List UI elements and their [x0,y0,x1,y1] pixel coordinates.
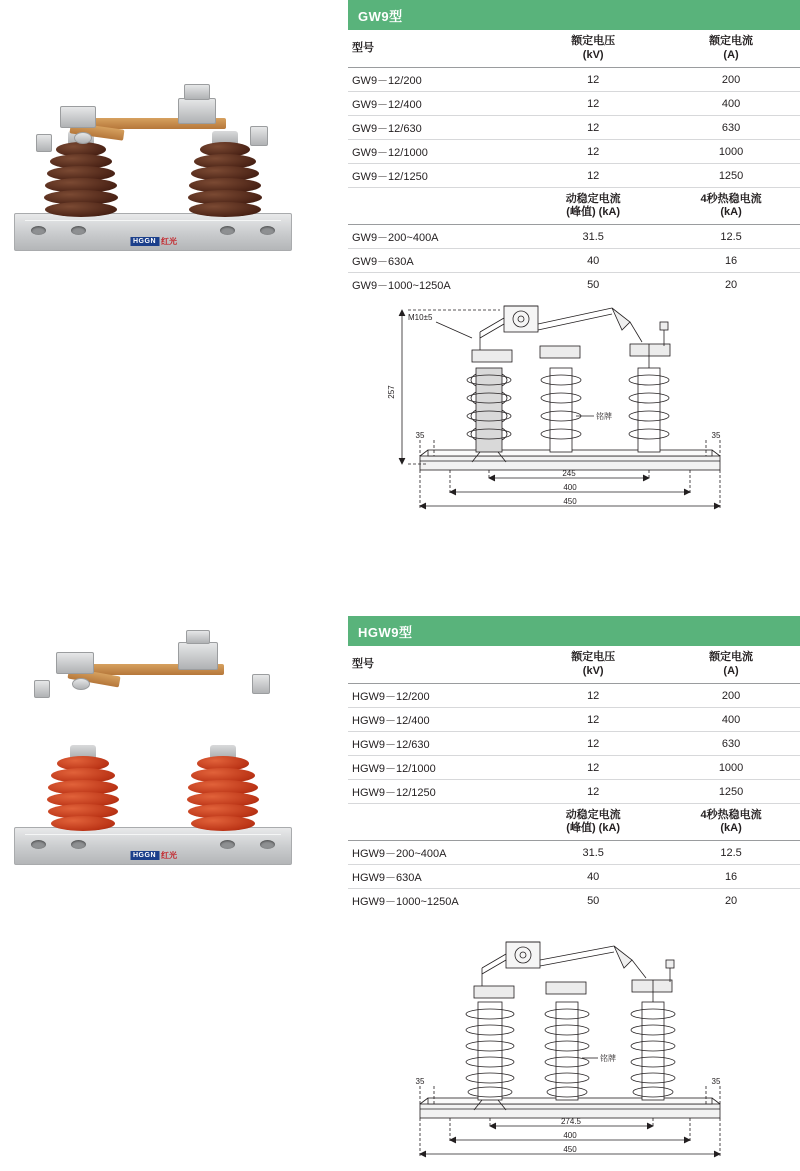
col-header-voltage: 额定电压 (kV) [524,30,662,67]
spec-table-gw9 [348,0,800,296]
table-row: GW9－12/400 12 400 [348,91,800,115]
terminal-lug-left [36,134,52,152]
dim-label-thread: M10±5 [408,313,433,322]
dim-label-outer: 450 [563,1145,577,1154]
table-row: HGW9－12/1000 12 1000 [348,755,800,779]
col-header-current: 额定电流 (A) [662,30,800,67]
table-row: HGW9－12/200 12 200 [348,683,800,707]
spec-table-hgw9 [348,616,800,912]
brand-name-cn: 红光 [161,237,177,246]
bolt-hole [31,226,46,235]
terminal-lug-right [250,126,268,146]
dim-label-edge-left: 35 [415,1077,425,1086]
dim-label-edge-right: 35 [711,431,721,440]
technical-drawing-gw9 [380,288,780,528]
pivot-bolt [72,678,90,690]
col-header-thermal-current: 4秒热稳电流 (kA) [662,803,800,841]
col-header-model: 型号 [348,646,524,683]
table-row: GW9－12/630 12 630 [348,115,800,139]
col-header-peak-current: 动稳定电流 (峰值) (kA) [524,803,662,841]
table-row: HGW9－200~400A 31.5 12.5 [348,841,800,865]
brand-mark: HGGN [130,237,159,246]
table-row: HGW9－1000~1250A 50 20 [352,895,738,908]
operating-shaft [186,630,210,644]
label-nameplate: 铭牌 [596,412,612,421]
table-row: GW9－630A 40 16 [348,249,800,273]
col-header-current: 额定电流 (A) [662,646,800,683]
bolt-hole [260,226,275,235]
table-row: GW9－200~400A 31.5 12.5 [348,225,800,249]
table-subheader-row [348,803,800,841]
contact-block-left [56,652,94,674]
table-row: HGW9－12/630 12 630 [348,731,800,755]
bolt-hole [220,226,235,235]
brand-logo [130,850,177,861]
brand-mark: HGGN [130,851,159,860]
col-header-peak-current: 动稳定电流 (峰值) (kA) [524,187,662,225]
contact-block-left [60,106,96,128]
bolt-hole [71,226,86,235]
dim-label-edge-right: 35 [711,1077,721,1086]
operating-shaft [184,84,210,100]
technical-drawing-hgw9 [380,936,780,1166]
label-nameplate: 铭牌 [600,1054,616,1063]
insulator-stack-right [186,745,260,831]
table-row: GW9－12/1250 12 1250 [348,163,800,187]
product-photo-hgw9 [6,628,301,883]
bolt-hole [71,840,86,849]
col-header-voltage: 额定电压 (kV) [524,646,662,683]
col-header-model: 型号 [348,30,524,67]
table-header-row [348,646,800,683]
dim-label-mid: 400 [563,1131,577,1140]
brand-name-cn: 红光 [161,851,177,860]
table-row: HGW9－12/1250 12 1250 [348,779,800,803]
table-row: GW9－1000~1250A 50 20 [352,279,738,292]
col-header-thermal-current: 4秒热稳电流 (kA) [662,187,800,225]
product-photo-gw9 [6,14,301,269]
pivot-bolt [74,132,92,144]
terminal-lug-right [252,674,270,694]
table-title: GW9型 [348,0,800,30]
table-row: GW9－12/200 12 200 [348,67,800,91]
terminal-lug-left [34,680,50,698]
table-row: HGW9－630A 40 16 [348,865,800,889]
bolt-hole [31,840,46,849]
dim-label-outer: 450 [563,497,577,506]
contact-block-right [178,98,216,124]
dim-label-edge-left: 35 [415,431,425,440]
contact-block-right [178,642,218,670]
table-header-row [348,30,800,67]
dim-label-inner: 274.5 [560,1117,582,1126]
table-row: GW9－12/1000 12 1000 [348,139,800,163]
bolt-hole [220,840,235,849]
dim-label-height: 257 [387,385,396,399]
brand-logo [130,236,177,247]
dim-label-inner: 245 [562,469,576,478]
table-row: HGW9－12/400 12 400 [348,707,800,731]
bolt-hole [260,840,275,849]
table-title: HGW9型 [348,616,800,646]
table-subheader-row [348,187,800,225]
insulator-stack-left [46,745,120,831]
dim-label-mid: 400 [563,483,577,492]
